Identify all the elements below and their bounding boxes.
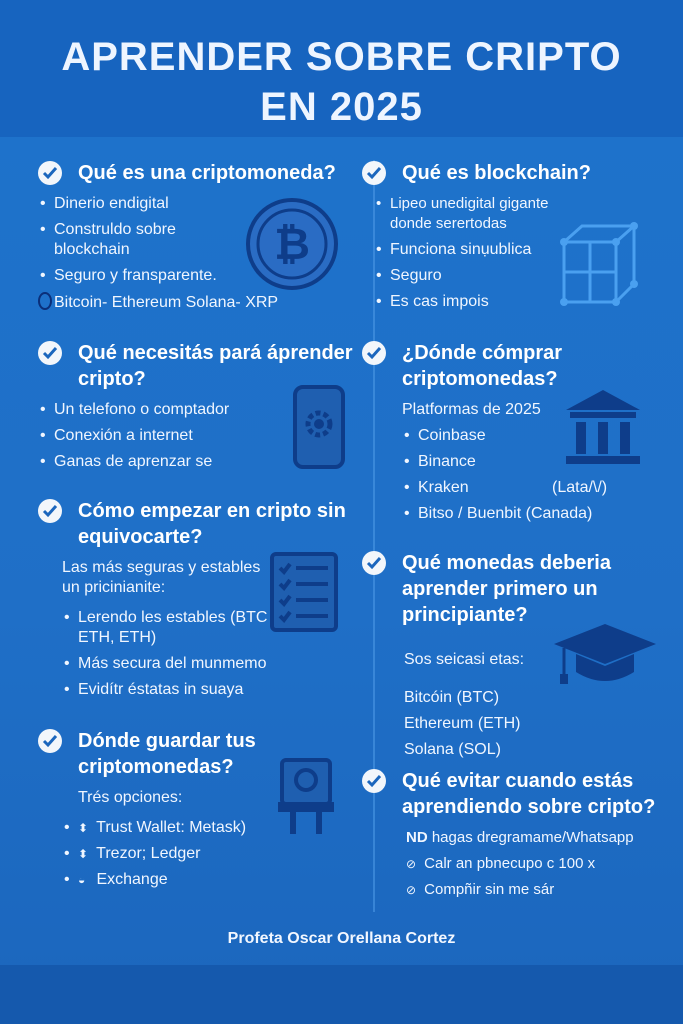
- title-line-2: EN 2025: [260, 85, 423, 129]
- no-glyph: ND: [406, 829, 428, 846]
- section-heading: Cómo empezar en cripto sin equivocarte?: [78, 500, 346, 548]
- list-item: • Conexión a internet: [38, 426, 278, 446]
- section-intro: Platformas de 2025: [402, 401, 541, 418]
- bitcoin-coin-icon: [244, 196, 340, 297]
- footer-band: [0, 965, 683, 1024]
- list-item: [62, 844, 302, 864]
- author-credit: Profeta Oscar Orellana Cortez: [227, 930, 456, 947]
- list-item: [402, 478, 672, 498]
- list-item-label: Calr an pbnecupo c 100 x: [424, 855, 596, 872]
- check-icon: [38, 161, 62, 185]
- list-item-label: Compñir sin me sár: [424, 881, 555, 898]
- list-item: • Lerendo les estables (BTC ETH, ETH): [62, 608, 302, 648]
- exchange-glyph-icon: ◒: [78, 873, 86, 887]
- checklist-icon: [270, 552, 338, 637]
- list-item-label: Trust Wallet: Metask): [96, 819, 247, 836]
- wallet-glyph-icon: ⬍: [78, 821, 89, 835]
- check-icon: [362, 341, 386, 365]
- page-title: [0, 32, 683, 132]
- list-item: • Seguro: [374, 266, 584, 286]
- list-item: • Construldo sobre blockchain: [38, 220, 228, 260]
- prohibited-icon: ⊘: [406, 883, 417, 897]
- list-item: • Es cas impois: [374, 292, 584, 312]
- list-item: • Dinerio endigital: [38, 194, 228, 214]
- section-heading: Qué necesitás pará áprender cripto?: [78, 342, 353, 390]
- section-heading: Qué evitar cuando estás aprendiendo sobre cripto?: [402, 770, 656, 818]
- section-intro: Trés opciones:: [78, 789, 183, 806]
- blockchain-cube-icon: [558, 220, 638, 315]
- section-heading: Qué es blockchain?: [402, 162, 591, 184]
- list-item: [62, 870, 302, 890]
- list-item: Bitcóin (BTC): [404, 689, 500, 706]
- check-icon: [38, 729, 62, 753]
- list-item: • Coinbase: [402, 426, 672, 446]
- header-band: [0, 0, 683, 137]
- list-item: • Seguro y fransparente.: [38, 266, 228, 286]
- list-item: • Bitso / Buenbit (Canada): [402, 504, 672, 524]
- list-item: [62, 818, 302, 838]
- list-item: Solana (SOL): [404, 741, 501, 758]
- coin-marker-icon: [38, 292, 52, 310]
- title-line-1: APRENDER SOBRE CRIPTO: [61, 35, 622, 79]
- section-heading: Dónde guardar tus criptomonedas?: [78, 730, 256, 778]
- kraken-note: (Lata/\/): [552, 479, 608, 496]
- section-intro: Las más seguras y estables un pricinianite:: [62, 559, 261, 596]
- list-item: • Lipeo unedigital gigante donde serertodas: [374, 194, 584, 234]
- check-icon: [38, 341, 62, 365]
- list-item: [406, 880, 672, 900]
- list-item-label: Trezor; Ledger: [96, 845, 201, 862]
- list-item: • Un telefono o comptador: [38, 400, 278, 420]
- list-item: • Funciona sinụublica: [374, 240, 584, 260]
- check-icon: [38, 499, 62, 523]
- list-item: [406, 828, 672, 848]
- wallet-glyph-icon: ⬍: [78, 847, 89, 861]
- list-item-label: hagas dregramame/Whatsapp: [431, 829, 634, 846]
- prohibited-icon: ⊘: [406, 857, 417, 871]
- section-intro: Sos seicasi etas:: [404, 651, 525, 668]
- section-what-to-avoid: [362, 768, 672, 906]
- check-icon: [362, 769, 386, 793]
- list-item: • Más secura del munmemo: [62, 654, 302, 674]
- coin-names: Bitcoin- Ethereum Solana- XRP: [54, 294, 279, 311]
- graduation-cap-icon: [552, 620, 658, 695]
- list-item-label: Exchange: [96, 871, 168, 888]
- list-item: • Evidítr éstatas in suaya: [62, 680, 302, 700]
- list-item-label: Kraken: [418, 479, 469, 496]
- svg-text:₿: ₿: [274, 219, 310, 270]
- list-item: • Ganas de aprenzar se: [38, 452, 278, 472]
- list-item: Ethereum (ETH): [404, 715, 521, 732]
- section-heading: ¿Dónde cómprar criptomonedas?: [402, 342, 563, 390]
- list-item: [406, 854, 672, 874]
- section-heading: Qué monedas deberia aprender primero un principiante?: [402, 552, 611, 626]
- bank-icon: [562, 386, 644, 473]
- list-item: • Binance: [402, 452, 672, 472]
- check-icon: [362, 161, 386, 185]
- phone-gear-icon: [292, 384, 346, 475]
- hardware-wallet-icon: [276, 758, 336, 841]
- section-heading: Qué es una criptomoneda?: [78, 162, 336, 184]
- check-icon: [362, 551, 386, 575]
